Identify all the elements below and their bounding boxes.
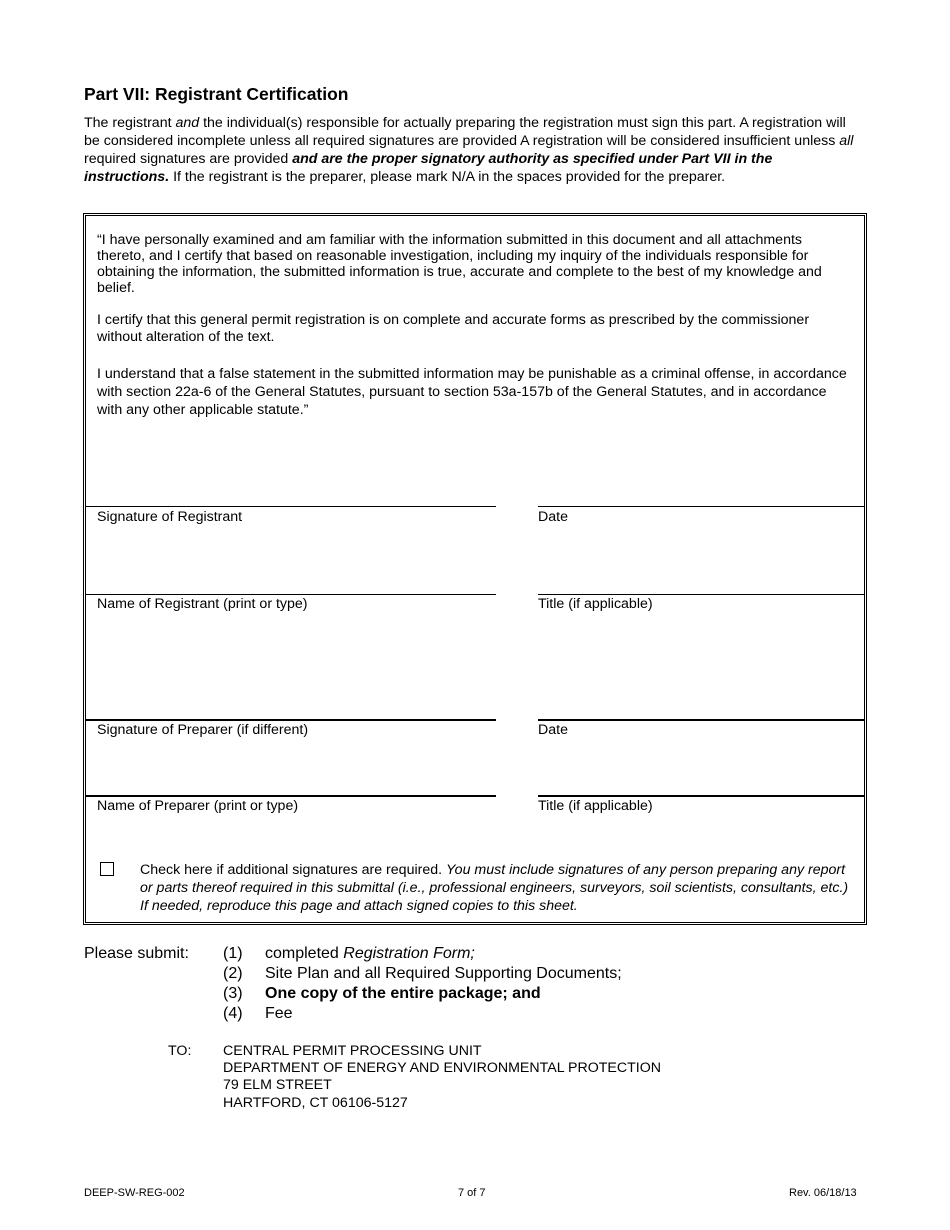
submit-item-1-italic: Registration Form; xyxy=(343,945,475,962)
certification-paragraph-3: I understand that a false statement in the submitted information may be punishable as a criminal offense, in accordance with section 22a-6 of the General Statutes, pursuant to section 53a-157b of the General Statutes, and in accordance with any other applicable statute.” xyxy=(97,366,847,418)
submit-item-4-text: Fee xyxy=(265,1005,293,1022)
submit-item-1 xyxy=(265,945,475,963)
submit-item-3-num: (3) xyxy=(223,985,243,1002)
date-preparer-line[interactable] xyxy=(538,719,864,721)
footer-page-number: 7 of 7 xyxy=(458,1187,486,1199)
intro-paragraph xyxy=(84,114,859,186)
title-registrant-label: Title (if applicable) xyxy=(538,596,653,612)
intro-text-2: and xyxy=(175,115,200,131)
footer-form-id: DEEP-SW-REG-002 xyxy=(84,1187,185,1199)
name-registrant-label: Name of Registrant (print or type) xyxy=(97,596,308,612)
signature-registrant-line[interactable] xyxy=(86,506,496,507)
signature-preparer-label: Signature of Preparer (if different) xyxy=(97,722,309,738)
title-preparer-line[interactable] xyxy=(538,795,864,797)
additional-signatures-checkbox[interactable] xyxy=(100,862,114,876)
submit-label: Please submit: xyxy=(84,945,189,962)
footer-revision: Rev. 06/18/13 xyxy=(789,1187,857,1199)
intro-text-7: If the registrant is the preparer, please mark N/A in the spaces provided for the preparer. xyxy=(169,169,726,185)
name-preparer-line[interactable] xyxy=(86,795,496,797)
signature-registrant-label: Signature of Registrant xyxy=(97,509,243,525)
address-line-3: 79 ELM STREET xyxy=(223,1077,332,1093)
submit-item-3-text: One copy of the entire package; and xyxy=(265,985,541,1002)
date-registrant-label: Date xyxy=(538,509,568,525)
address-line-1: CENTRAL PERMIT PROCESSING UNIT xyxy=(223,1043,482,1059)
name-preparer-label: Name of Preparer (print or type) xyxy=(97,798,299,814)
submit-item-2-text: Site Plan and all Required Supporting Documents; xyxy=(265,965,622,982)
certification-paragraph-1: “I have personally examined and am familiar with the information submitted in this document and all attachments thereto, and I certify that based on reasonable investigation, including my inquiry of the individuals responsible for obtaining the information, the submitted information is true, accurate and complete to the best of my knowledge and belief. xyxy=(97,232,822,296)
intro-text-4: all xyxy=(839,133,854,149)
submit-item-1-text: completed xyxy=(265,945,344,962)
intro-text-6: and are the proper signatory authority as specified under Part VII in the instructions. xyxy=(84,151,773,185)
intro-text-5: required signatures are provided xyxy=(84,151,293,167)
address-line-2: DEPARTMENT OF ENERGY AND ENVIRONMENTAL PROTECTION xyxy=(223,1060,662,1076)
intro-text-1: The registrant xyxy=(84,115,176,131)
certification-paragraph-2: I certify that this general permit registration is on complete and accurate forms as prescribed by the commissioner without alteration of the text. xyxy=(97,312,810,345)
submit-item-2-num: (2) xyxy=(223,965,243,982)
name-registrant-line[interactable] xyxy=(86,594,496,595)
submit-item-1-num: (1) xyxy=(223,945,243,962)
to-label: TO: xyxy=(168,1043,192,1059)
page-title: Part VII: Registrant Certification xyxy=(84,84,349,104)
title-preparer-label: Title (if applicable) xyxy=(538,798,653,814)
additional-signatures-italic: You must include signatures of any person preparing any report or parts thereof required in this submittal (i.e., professional engineers, surveyors, soil scientists, consultants, etc.) If needed, reproduce this page and attach signed copies to this sheet. xyxy=(140,862,849,914)
date-registrant-line[interactable] xyxy=(538,506,864,507)
submit-item-4-num: (4) xyxy=(223,1005,243,1022)
additional-signatures-text xyxy=(140,861,852,915)
intro-text-3: the individual(s) responsible for actually preparing the registration must sign this part. A registration will be considered incomplete unless all required signatures are provided A registration will be considered insufficient unless xyxy=(84,115,846,149)
title-registrant-line[interactable] xyxy=(538,594,864,595)
signature-preparer-line[interactable] xyxy=(86,719,496,721)
date-preparer-label: Date xyxy=(538,722,568,738)
address-line-4: HARTFORD, CT 06106-5127 xyxy=(223,1095,408,1111)
additional-signatures-normal: Check here if additional signatures are required. xyxy=(140,862,446,878)
